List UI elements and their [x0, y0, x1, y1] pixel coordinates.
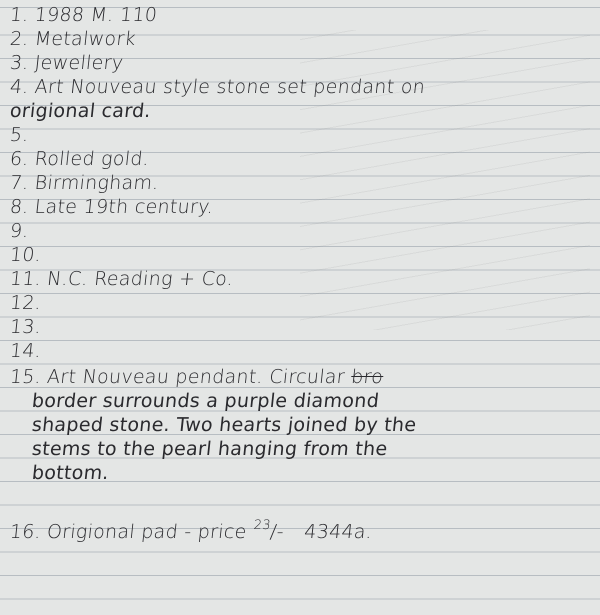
entry-text: Art Nouveau style stone set pendant on [33, 76, 427, 98]
entry-15-line-2: border surrounds a purple diamond [30, 390, 381, 412]
entry-14: 14. [9, 340, 48, 362]
price-shillings: 23 [252, 518, 272, 533]
entry-text [46, 244, 48, 266]
entry-text [34, 220, 36, 242]
entry-3: 3. Jewellery [8, 52, 125, 74]
entry-7: 7. Birmingham. [8, 172, 160, 194]
price [252, 518, 286, 543]
entry-text [46, 340, 48, 362]
entry-15-line-4: stems to the pearl hanging from the [30, 438, 389, 460]
entry-8: 8. Late 19th century. [8, 196, 215, 218]
entry-text: Origional pad - price [45, 521, 248, 543]
struck-text: bro [350, 366, 385, 388]
price-suffix: /- [268, 521, 286, 543]
entry-16: 16. Origional pad - price $^{23}$/- 4344a. [8, 518, 374, 543]
entry-12: 12. [9, 292, 48, 314]
entry-text: Birmingham. [33, 172, 160, 194]
entry-text: Jewellery [33, 52, 125, 74]
entry-text: Metalwork [33, 28, 138, 50]
entry-4-continuation: origional card. [8, 100, 153, 122]
show-through-texture [300, 30, 590, 330]
entry-text [34, 124, 36, 146]
entry-11: 11. N.C. Reading + Co. [8, 268, 235, 290]
entry-6: 6. Rolled gold. [8, 148, 151, 170]
entry-15: 15. Art Nouveau pendant. Circular bro [8, 366, 385, 388]
entry-2: 2. Metalwork [8, 28, 138, 50]
entry-5: 5. [9, 124, 36, 146]
entry-9: 9. [9, 220, 36, 242]
entry-15-line-5: bottom. [30, 462, 111, 484]
entry-10: 10. [9, 244, 48, 266]
entry-text [46, 292, 48, 314]
entry-text [46, 316, 48, 338]
entry-text: 1988 M. 110 [33, 4, 159, 26]
entry-13: 13. [9, 316, 48, 338]
entry-text: Rolled gold. [33, 148, 151, 170]
entry-1: 1. 1988 M. 110 [8, 4, 159, 26]
reference-number: 4344a. [303, 521, 374, 543]
entry-text: Art Nouveau pendant. Circular [45, 366, 347, 388]
entry-text: Late 19th century. [33, 196, 215, 218]
entry-4: 4. Art Nouveau style stone set pendant on [8, 76, 427, 98]
entry-text: N.C. Reading + Co. [45, 268, 235, 290]
entry-15-line-3: shaped stone. Two hearts joined by the [30, 414, 418, 436]
